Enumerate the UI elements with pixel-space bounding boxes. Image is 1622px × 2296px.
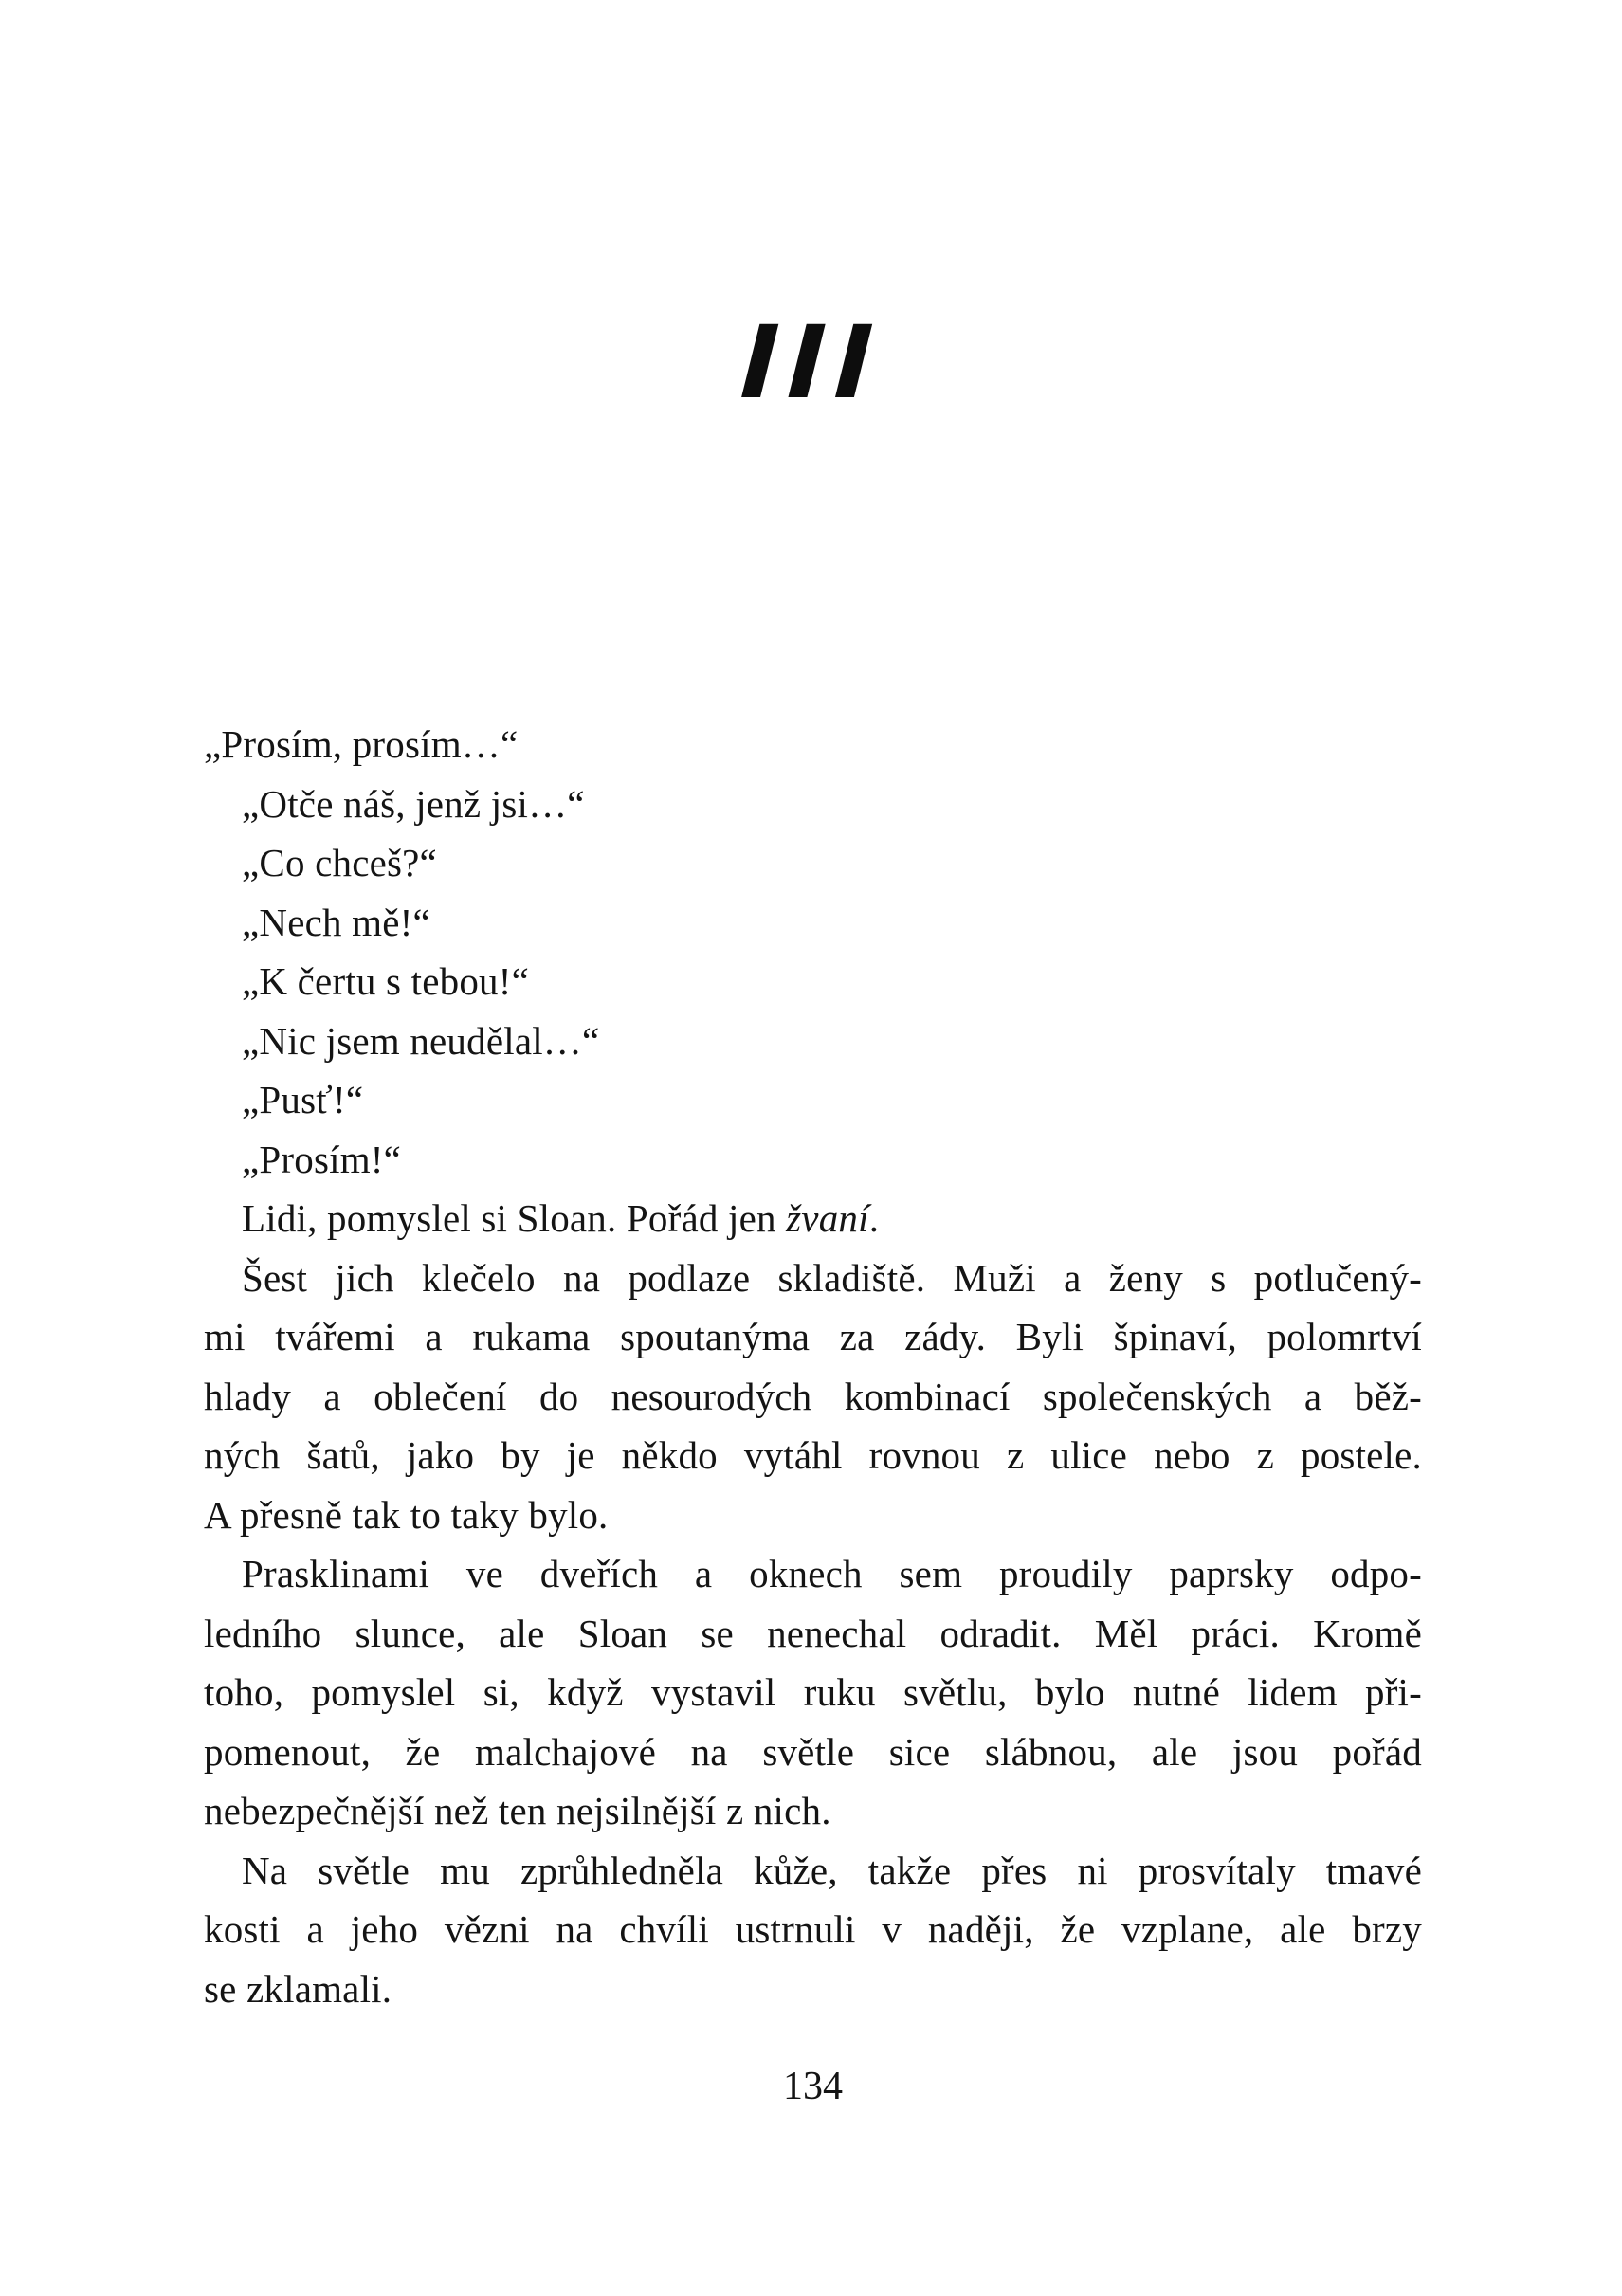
page-text <box>204 715 1422 2018</box>
dialogue-line: „Nic jsem neudělal…“ <box>242 1018 600 1063</box>
dialogue-line: „Prosím, prosím…“ <box>204 722 519 766</box>
text-line: ledního slunce, ale Sloan se nenechal odradit. Měl práci. Kromě <box>204 1611 1422 1655</box>
text-line: A přesně tak to taky bylo. <box>204 1492 609 1537</box>
text-line: Na světle mu zprůhledněla kůže, takže přes ni prosvítaly tmavé <box>242 1848 1422 1892</box>
thought-line-pre: Lidi, pomyslel si Sloan. Pořád jen <box>242 1196 787 1240</box>
text-line: mi tvářemi a rukama spoutanýma za zády. Byli špinaví, polomrtví <box>204 1315 1422 1358</box>
text-line: ných šatů, jako by je někdo vytáhl rovnou z ulice nebo z postele. <box>204 1433 1422 1477</box>
dialogue-line: „Prosím!“ <box>242 1137 402 1181</box>
dialogue-line: „Otče náš, jenž jsi…“ <box>242 781 585 826</box>
thought-line-emphasis: žvaní <box>786 1196 869 1240</box>
text-line: Šest jich klečelo na podlaze skladiště. Muži a ženy s potlučený- <box>242 1255 1422 1300</box>
dialogue-line: „Pusť!“ <box>242 1078 364 1121</box>
dialogue-line: „Nech mě!“ <box>242 900 430 944</box>
text-line: kosti a jeho vězni na chvíli ustrnuli v naději, že vzplane, ale brzy <box>204 1907 1422 1951</box>
chapter-number: III <box>726 304 897 421</box>
page-number: 134 <box>783 2065 843 2108</box>
thought-line-post: . <box>868 1196 880 1240</box>
text-line: nebezpečnější než ten nejsilnější z nich. <box>204 1789 831 1832</box>
thought-line <box>204 1189 1422 1248</box>
text-line: pomenout, že malchajové na světle sice slábnou, ale jsou pořád <box>204 1729 1422 1774</box>
dialogue-line: „Co chceš?“ <box>242 841 437 884</box>
text-line: se zklamali. <box>204 1966 392 2011</box>
text-line: Prasklinami ve dveřích a oknech sem proudily paprsky odpo- <box>242 1552 1422 1595</box>
dialogue-line: „K čertu s tebou!“ <box>242 959 529 1003</box>
text-line: toho, pomyslel si, když vystavil ruku světlu, bylo nutné lidem při- <box>204 1670 1422 1714</box>
text-line: hlady a oblečení do nesourodých kombinací společenských a běž- <box>204 1374 1422 1418</box>
